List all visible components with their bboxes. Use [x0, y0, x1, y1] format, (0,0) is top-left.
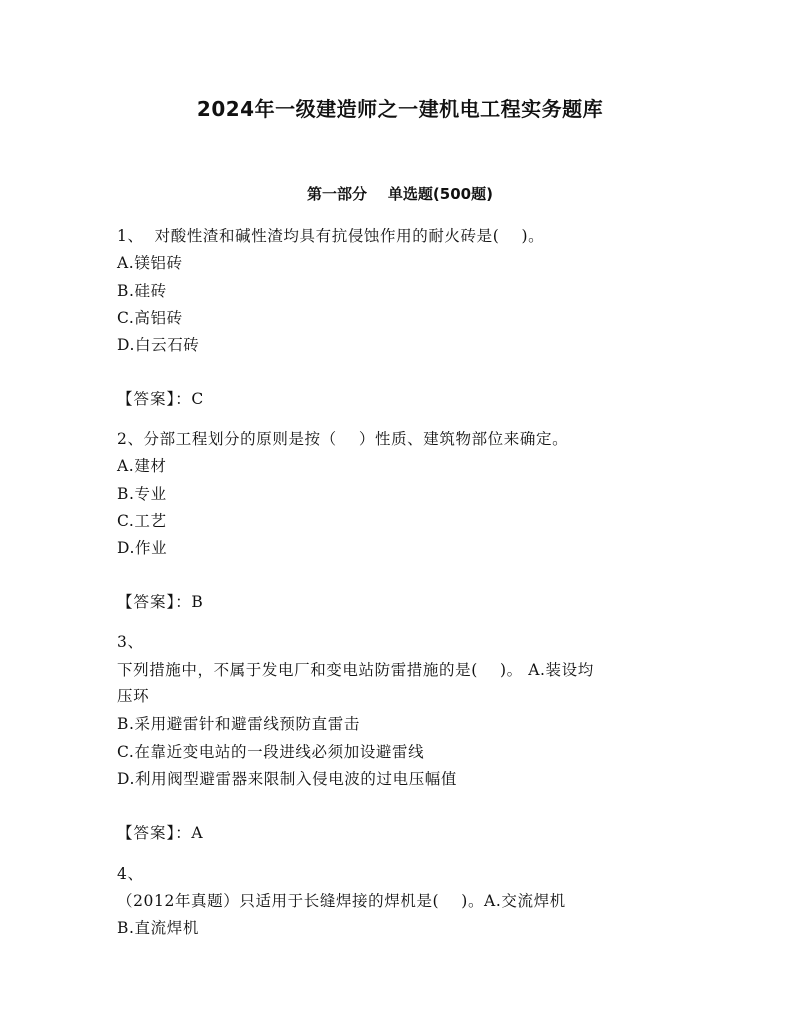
question-1-option-c: C.高铝砖 — [117, 309, 183, 327]
question-1-option-a: A.镁铝砖 — [117, 254, 183, 272]
question-1-option-d: D.白云石砖 — [117, 336, 200, 354]
question-3-stem-line-2: 压环 — [117, 687, 150, 705]
question-3-answer — [117, 821, 203, 845]
answer-label: 【答案】 — [117, 390, 176, 408]
question-1-answer — [117, 387, 204, 411]
question-1-stem: 1、 对酸性渣和碱性渣均具有抗侵蚀作用的耐火砖是( )。 — [117, 227, 545, 245]
answer-label: 【答案】 — [117, 824, 176, 842]
question-2-stem: 2、分部工程划分的原则是按（ ）性质、建筑物部位来确定。 — [117, 430, 569, 448]
question-3-number: 3、 — [117, 633, 144, 651]
answer-label: 【答案】 — [117, 593, 176, 611]
question-2-answer — [117, 590, 203, 614]
section-title: 第一部分 单选题(500题) — [307, 185, 493, 203]
answer-value: ：B — [175, 593, 204, 611]
question-4-number: 4、 — [117, 865, 144, 883]
question-4-stem-line-1: （2012年真题）只适用于长缝焊接的焊机是( )。A.交流焊机 — [117, 892, 566, 910]
question-4-option-b: B.直流焊机 — [117, 919, 199, 937]
question-1-option-b: B.硅砖 — [117, 282, 167, 300]
question-3-option-c: C.在靠近变电站的一段进线必须加设避雷线 — [117, 743, 425, 761]
page-title: 2024年一级建造师之一建机电工程实务题库 — [196, 97, 604, 121]
question-2-option-c: C.工艺 — [117, 512, 167, 530]
question-2-option-d: D.作业 — [117, 539, 168, 557]
question-3-option-d: D.利用阀型避雷器来限制入侵电波的过电压幅值 — [117, 770, 458, 788]
question-2-option-a: A.建材 — [117, 457, 167, 475]
answer-value: ：A — [175, 824, 204, 842]
question-2-option-b: B.专业 — [117, 485, 167, 503]
question-3-option-b: B.采用避雷针和避雷线预防直雷击 — [117, 715, 360, 733]
question-3-stem-line-1: 下列措施中，不属于发电厂和变电站防雷措施的是( )。 A.装设均 — [117, 661, 594, 679]
answer-value: ：C — [175, 390, 204, 408]
